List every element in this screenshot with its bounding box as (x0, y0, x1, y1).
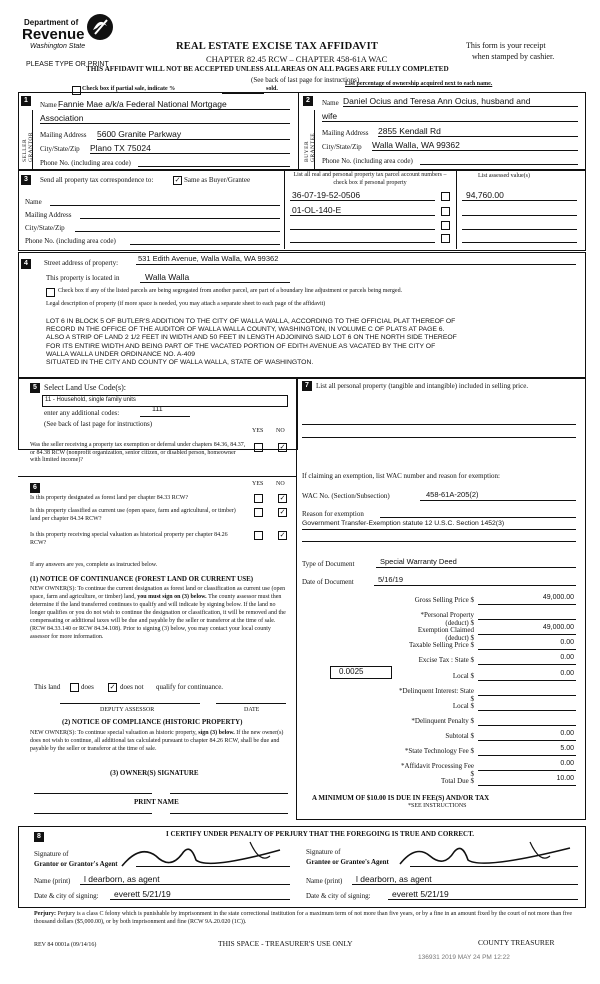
s3-city-label: City/State/Zip (25, 224, 65, 232)
send-correspondence-label: Send all property tax correspondence to: (40, 176, 154, 184)
parcel-1[interactable]: 36-07-19-52-0506 (292, 190, 361, 200)
section-2-badge: 2 (303, 96, 313, 106)
additional-codes[interactable]: 111 (152, 406, 163, 413)
form-subtitle: CHAPTER 82.45 RCW – CHAPTER 458-61A WAC (206, 54, 388, 64)
buyer-name-label: Name (322, 99, 339, 107)
buyer-name-line2[interactable]: wife (322, 111, 338, 121)
if-yes-note: If any answers are yes, complete as instructed below. (30, 562, 158, 568)
forest-yes[interactable] (254, 494, 263, 503)
buyer-name-line1[interactable]: Daniel Ocius and Teresa Ann Ocius, husband and (343, 96, 531, 106)
treasurer-use-only: THIS SPACE - TREASURER'S USE ONLY (218, 939, 353, 948)
ownership-note: List percentage of ownership acquired next to each name. (345, 81, 493, 87)
notice-compliance-a: NEW OWNER(S): To continue special valuation as historic property, (30, 730, 197, 736)
grantor-name[interactable]: l dearborn, as agent (84, 874, 160, 884)
segregated-checkbox[interactable] (46, 288, 55, 297)
this-land-label: This land (34, 683, 61, 691)
form-number: REV 84 0001a (09/14/16) (34, 942, 97, 948)
tax-row-label: *Delinquent Penalty $ (411, 717, 474, 725)
seller-exemption-question: Was the seller receiving a property tax exemption or deferral under chapters 84.36, 84.37, or 84.38 RCW (nonprofit organization, senior citizen, or disabled person, homeowner with limited income)? (30, 442, 246, 463)
additional-codes-label: enter any additional codes: (44, 409, 120, 417)
notice-continuance-text (30, 585, 292, 641)
land-use-value: 11 - Household, single family units (45, 397, 136, 403)
local-rate-box[interactable] (330, 666, 392, 679)
same-as-buyer-checkbox[interactable]: ✓ (174, 176, 181, 184)
personal-property-label: List all personal property (tangible and intangible) included in selling price. (316, 382, 529, 390)
seller-name-label: Name (40, 101, 57, 109)
s3-mailing-label: Mailing Address (25, 211, 72, 219)
tax-row-label: Local $ (452, 702, 474, 710)
seller-city[interactable]: Plano TX 75024 (90, 143, 151, 153)
grantor-sig-label-a: Signature of (34, 850, 69, 858)
seller-side-label: SELLER GRANTOR (22, 132, 34, 162)
land-does-not-label: does not (120, 683, 144, 691)
grantee-name[interactable]: l dearborn, as agent (356, 874, 432, 884)
seller-city-label: City/State/Zip (40, 145, 80, 153)
seller-mailing-label: Mailing Address (40, 131, 87, 139)
tax-row-value[interactable]: 5.00 (560, 745, 574, 752)
tax-row-value[interactable]: 49,000.00 (542, 594, 574, 601)
buyer-mailing[interactable]: 2855 Kendall Rd (378, 126, 441, 136)
same-as-buyer-label: Same as Buyer/Grantee (184, 176, 251, 184)
tax-row-value[interactable]: 0.00 (560, 670, 574, 677)
forest-no[interactable]: ✓ (279, 494, 286, 502)
instructions-note: (See back of last page for instructions) (251, 76, 360, 84)
current-use-no[interactable]: ✓ (279, 508, 286, 516)
tax-row-line (478, 770, 576, 771)
grantee-name-label: Name (print) (306, 877, 343, 885)
tax-row-line (478, 710, 576, 711)
parcel-1-personal-checkbox[interactable] (441, 192, 450, 201)
parcel-2-personal-checkbox[interactable] (441, 207, 450, 216)
grantor-date-label: Date & city of signing: (34, 892, 99, 900)
current-use-yes[interactable] (254, 508, 263, 517)
legal-line: SITUATED IN THE CITY AND COUNTY OF WALLA WALLA, STATE OF WASHINGTON. (46, 359, 314, 367)
form-title: REAL ESTATE EXCISE TAX AFFIDAVIT (176, 41, 379, 52)
tax-row-value[interactable]: 10.00 (556, 775, 574, 782)
grantor-sig-label-b: Grantor or Grantor's Agent (34, 860, 118, 868)
tax-row-label: Local $ (452, 672, 474, 680)
tax-row-line (478, 664, 576, 665)
tax-row-label: Excise Tax : State $ (418, 656, 474, 664)
seller-mailing[interactable]: 5600 Granite Parkway (97, 129, 182, 139)
tax-row-line (478, 755, 576, 756)
section-3-badge: 3 (21, 175, 31, 185)
land-does-not-checkbox[interactable]: ✓ (109, 683, 116, 691)
tax-row-line (478, 680, 576, 681)
historic-question: Is this property receiving special valuation as historical property per chapter 84.26 RCW? (30, 532, 228, 546)
local-rate: 0.0025 (339, 667, 364, 676)
deputy-assessor-label: DEPUTY ASSESSOR (100, 707, 155, 713)
owner-signature-label: (3) OWNER(S) SIGNATURE (110, 769, 199, 777)
tax-row-line (478, 649, 576, 650)
minimum-due-note: A MINIMUM OF $10.00 IS DUE IN FEE(S) AND/OR TAX (312, 794, 490, 802)
buyer-phone-label: Phone No. (including area code) (322, 157, 413, 165)
print-note: PLEASE TYPE OR PRINT (26, 61, 109, 68)
exemption-claim-label: If claiming an exemption, list WAC number and reason for exemption: (302, 472, 500, 480)
assessed-1[interactable]: 94,760.00 (466, 190, 504, 200)
tax-row-label: Exemption Claimed (deduct) $ (417, 626, 474, 642)
seller-phone-label: Phone No. (including area code) (40, 159, 131, 167)
doc-type[interactable]: Special Warranty Deed (380, 557, 457, 566)
form-warning: THIS AFFIDAVIT WILL NOT BE ACCEPTED UNLESS ALL AREAS ON ALL PAGES ARE FULLY COMPLETED (86, 65, 449, 73)
reason-value[interactable]: Government Transfer-Exemption statute 12 U.S.C. Section 1452(3) (302, 520, 505, 527)
tax-row-line (478, 619, 576, 620)
dept-state: Washington State (30, 43, 86, 50)
tax-row-label: *Personal Property (deduct) $ (420, 611, 474, 627)
notice-compliance-bold: sign (3) below. (198, 730, 235, 736)
seller-name-line1[interactable]: Fannie Mae a/k/a Federal National Mortgage (58, 99, 227, 109)
wac-number[interactable]: 458-61A-205(2) (426, 490, 479, 499)
street-address[interactable]: 531 Edith Avenue, Walla Walla, WA 99362 (138, 254, 279, 263)
date-label: DATE (244, 707, 260, 713)
sold-label: sold. (266, 86, 278, 92)
receipt-note-2: when stamped by cashier. (472, 52, 555, 61)
land-does-checkbox[interactable] (70, 683, 79, 692)
notice-continuance-bold: you must sign on (3) below. (137, 594, 207, 600)
county-treasurer: COUNTY TREASURER (478, 938, 555, 947)
notice-compliance-title: (2) NOTICE OF COMPLIANCE (HISTORIC PROPERTY) (62, 718, 243, 726)
doc-date-label: Date of Document (302, 578, 354, 586)
section-5-badge: 5 (30, 383, 40, 393)
tax-row-value[interactable]: 0.00 (560, 730, 574, 737)
legal-line: RECORD IN THE OFFICE OF THE AUDITOR OF WALLA WALLA COUNTY, WASHINGTON, IN VOLUME C OF PLATS AT PAGE 6. (46, 326, 445, 334)
treasurer-stamp: 136931 2019 MAY 24 PM 12:22 (418, 954, 510, 961)
section-8-badge: 8 (34, 832, 44, 842)
s5-yes-header: YES (252, 428, 264, 434)
buyer-city[interactable]: Walla Walla, WA 99362 (372, 140, 460, 150)
land-use-label: Select Land Use Code(s): (44, 383, 126, 392)
tax-row-value[interactable]: 0.00 (560, 654, 574, 661)
tax-row-line (478, 725, 576, 726)
segregated-label: Check box if any of the listed parcels are being segregated from another parcel, are part of a boundary line adjustment or parcels being merged. (58, 288, 403, 294)
tax-row-value[interactable]: 49,000.00 (542, 624, 574, 631)
land-use-select[interactable] (42, 395, 288, 407)
qualify-label: qualify for continuance. (156, 683, 224, 691)
section-1-badge: 1 (21, 96, 31, 106)
section-4-badge: 4 (21, 259, 31, 269)
reason-label: Reason for exemption (302, 510, 364, 518)
tax-row-value[interactable]: 0.00 (560, 760, 574, 767)
legal-line: FOR ITS ENTIRE WIDTH AND BEING PART OF THE VACATED PORTION OF EDITH AVENUE AS VACATED BY THE CITY OF (46, 342, 436, 350)
dept-top: Department of (24, 18, 79, 27)
parcel-2[interactable]: 01-OL-140-E (292, 205, 342, 215)
located-label: This property is located in (46, 274, 120, 282)
tax-row-line (478, 634, 576, 635)
section-7-badge: 7 (302, 381, 312, 391)
section-6-badge: 6 (30, 483, 40, 493)
land-does-label: does (81, 683, 94, 691)
grantee-date[interactable]: everett 5/21/19 (392, 889, 449, 899)
assessed-header: List assessed value(s) (478, 173, 530, 179)
s5-no-header: NO (276, 428, 285, 434)
perjury-text: Perjury is a class C felony which is punishable by imprisonment in the state correctional institution for a maximum term of not more than five years, or by a fine in an amount fixed by the court of not more than five thousand dollars ($5,000.00), or by both imprisonment and fine (RCW 9A.20.020 (1C)). (34, 911, 573, 925)
dept-main: Revenue (22, 26, 85, 43)
legal-line: ALSO A STRIP OF LAND 2 1/2 FEET IN WIDTH AND 50 FEET IN LENGTH ADJOINING SAID LOT 6 ON THE NORTH SIDE THEREOF (46, 334, 457, 342)
grantor-date[interactable]: everett 5/21/19 (114, 889, 171, 899)
grantee-sig-label-b: Grantee or Grantee's Agent (306, 858, 389, 866)
legal-line: WALLA WALLA UNDER ORDINANCE NO. A-409 (46, 350, 196, 358)
tax-row-line (478, 785, 576, 786)
buyer-mailing-label: Mailing Address (322, 129, 369, 137)
notice-continuance-a: NEW OWNER(S): To continue the current designation as forest land or classification as current use (open space, farm and agriculture, or timber) land, (30, 586, 286, 600)
legal-description[interactable] (46, 318, 457, 367)
notice-continuance-title: (1) NOTICE OF CONTINUANCE (FOREST LAND OR CURRENT USE) (30, 575, 254, 583)
tax-row-label: *Affidavit Processing Fee $ (401, 762, 474, 778)
wac-label: WAC No. (Section/Subsection) (302, 492, 390, 500)
perjury-label: Perjury: (34, 911, 56, 917)
grantor-name-label: Name (print) (34, 877, 71, 885)
see-instructions-note: *SEE INSTRUCTIONS (408, 803, 467, 809)
certify-statement: I CERTIFY UNDER PENALTY OF PERJURY THAT THE FOREGOING IS TRUE AND CORRECT. (166, 830, 475, 838)
tax-row-label: *Delinquent Interest: State $ (398, 687, 474, 703)
s6-no-header: NO (276, 481, 285, 487)
tax-row-line (478, 695, 576, 696)
s6-yes-header: YES (252, 481, 264, 487)
grantee-date-label: Date & city of signing: (306, 892, 371, 900)
s5-exemption-no[interactable]: ✓ (279, 443, 286, 451)
buyer-city-label: City/State/Zip (322, 143, 362, 151)
notice-compliance-b: If the new owner(s) does not wish to continue, all additional tax calculated pursuant to chapter 84.26 RCW, shall be due and payable by the seller or transferor at the time of sale. (30, 730, 284, 752)
tax-row-label: *State Technology Fee $ (404, 747, 474, 755)
tax-row-label: Total Due $ (441, 777, 474, 785)
tax-row-line (478, 604, 576, 605)
notice-continuance-b: The county assessor must then determine if the land transferred continues to qualify and will indicate by signing below. If the land no longer qualifies or you do not wish to continue the designation or classification, it will be removed and the compensating or additional taxes will be due and payable by the seller or transferor at the time of sale. (RCW 84.33.140 or RCW 84.34.108). Prior to signing (3) below, you may contact your local county assessor for more information. (30, 594, 286, 640)
partial-sale-label: Check box if partial sale, indicate % (82, 86, 176, 92)
notice-compliance-text (30, 729, 292, 753)
dor-logo-icon (85, 12, 115, 42)
parcel-4-personal-checkbox[interactable] (441, 234, 450, 243)
section-6-frame (18, 476, 296, 480)
dor-logo (22, 12, 122, 52)
located-county[interactable]: Walla Walla (145, 272, 190, 282)
s3-name-label: Name (25, 198, 42, 206)
s5-exemption-yes[interactable] (254, 443, 263, 452)
print-name-label: PRINT NAME (134, 798, 179, 806)
receipt-note-1: This form is your receipt (466, 41, 546, 50)
historic-yes[interactable] (254, 531, 263, 540)
grantee-sig-label-a: Signature of (306, 848, 341, 856)
historic-no[interactable]: ✓ (279, 531, 286, 539)
parcel-header: List all real and personal property tax parcel account numbers – check box if personal property (293, 172, 447, 186)
tax-row-label: Taxable Selling Price $ (408, 641, 474, 649)
forest-question: Is this property designated as forest land per chapter 84.33 RCW? (30, 495, 189, 501)
s3-phone-label: Phone No. (including area code) (25, 237, 116, 245)
doc-date[interactable]: 5/16/19 (378, 575, 404, 584)
see-back-label: (See back of last page for instructions) (44, 420, 153, 428)
tax-row-value[interactable]: 0.00 (560, 639, 574, 646)
legal-label: Legal description of property (if more space is needed, you may attach a separate sheet to each page of the affidavit) (46, 301, 326, 307)
legal-line: LOT 6 IN BLOCK 5 OF BUTLER'S ADDITION TO THE CITY OF WALLA WALLA, ACCORDING TO THE OFFICIAL PLAT THEREOF OF (46, 318, 456, 325)
tax-row-line (478, 740, 576, 741)
perjury-note (34, 910, 582, 926)
seller-name-line2[interactable]: Association (40, 113, 84, 123)
buyer-side-label: BUYER GRANTEE (304, 132, 316, 162)
current-use-question: Is this property classified as current use (open space, farm and agricultural, or timber) land per chapter 84.34 RCW? (30, 508, 236, 522)
tax-row-label: Gross Selling Price $ (414, 596, 474, 604)
street-label: Street address of property: (44, 259, 119, 267)
parcel-3-personal-checkbox[interactable] (441, 221, 450, 230)
tax-row-label: Subtotal $ (445, 732, 474, 740)
doc-type-label: Type of Document (302, 560, 355, 568)
